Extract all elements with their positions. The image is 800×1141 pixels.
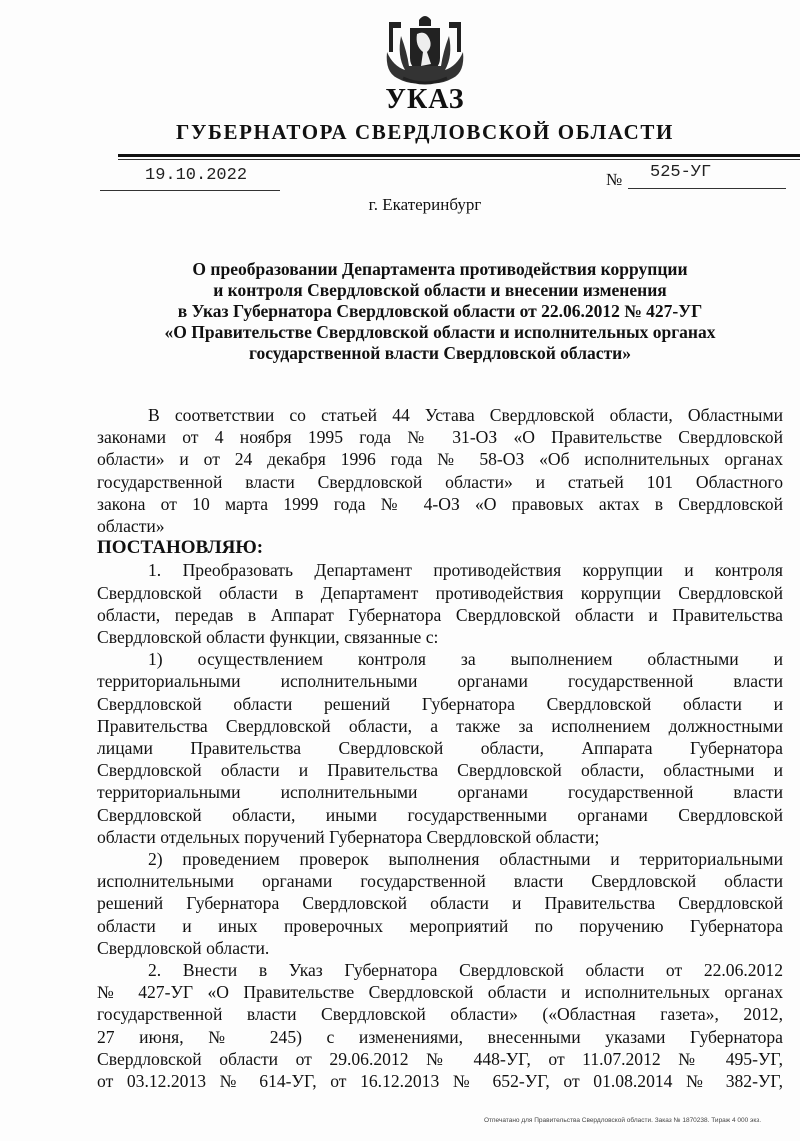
- city: г. Екатеринбург: [368, 195, 482, 214]
- document-date: 19.10.2022: [145, 166, 248, 185]
- issuer-title: ГУБЕРНАТОРА СВЕРДЛОВСКОЙ ОБЛАСТИ: [176, 120, 674, 144]
- clause-1-item-2-line: решений Губернатора Свердловской области и Правительства Свердловской: [97, 893, 783, 914]
- clause-1-item-1-line: области отдельных поручений Губернатора Свердловской области;: [97, 826, 600, 847]
- clause-1-item-2-line: исполнительными органами государственной власти Свердловской области: [97, 871, 783, 892]
- heading-line: О преобразовании Департамента противодействия коррупции: [192, 259, 688, 279]
- clause-1-line: области, передав в Аппарат Губернатора Свердловской области и Правительства: [97, 604, 783, 625]
- preamble-line: государственной власти Свердловской области» и статьей 101 Областного: [97, 471, 783, 492]
- clause-1-item-1-line: Правительства Свердловской области, а также за исполнением должностными: [97, 715, 783, 736]
- coat-of-arms-emblem: [383, 12, 467, 88]
- clause-2-line: государственной власти Свердловской области» («Областная газета», 2012,: [97, 1004, 783, 1025]
- clause-2-line: № 427-УГ «О Правительстве Свердловской области и исполнительных органах: [97, 982, 783, 1003]
- clause-1-item-2-line: 2) проведением проверок выполнения областными и территориальными: [148, 849, 783, 870]
- clause-1-line: Свердловской области функции, связанные с:: [97, 627, 439, 648]
- clause-1-item-1-line: Свердловской области, иными государственными органами Свердловской: [97, 804, 783, 825]
- preamble-line: области»: [97, 516, 165, 537]
- clause-1-item-1-line: 1) осуществлением контроля за выполнением областными и: [148, 649, 783, 670]
- clause-2-line: от 03.12.2013 № 614-УГ, от 16.12.2013 № 652-УГ, от 01.08.2014 № 382-УГ,: [97, 1071, 783, 1092]
- heading-line: государственной власти Свердловской области»: [248, 343, 631, 363]
- number-sign: №: [606, 170, 623, 189]
- clause-1-item-2-line: области и иных проверочных мероприятий по поручению Губернатора: [97, 915, 783, 936]
- clause-1-line: 1. Преобразовать Департамент противодействия коррупции и контроля: [148, 560, 783, 581]
- clause-1-item-1-line: лицами Правительства Свердловской области, Аппарата Губернатора: [97, 738, 783, 759]
- clause-2-line: 27 июня, № 245) с изменениями, внесенными указами Губернатора: [97, 1026, 783, 1047]
- document-heading: [97, 259, 783, 364]
- heading-line: в Указ Губернатора Свердловской области от 22.06.2012 № 427-УГ: [177, 301, 703, 321]
- clause-1-item-1-line: территориальными исполнительными органами государственной власти: [97, 671, 783, 692]
- header-divider-thin: [118, 159, 800, 160]
- header-divider: [118, 154, 800, 157]
- document-type: УКАЗ: [385, 84, 465, 115]
- date-underline: [100, 190, 280, 191]
- clause-2-line: Свердловской области от 29.06.2012 № 448-УГ, от 11.07.2012 № 495-УГ,: [97, 1048, 783, 1069]
- document-number: 525-УГ: [650, 163, 712, 182]
- preamble-line: закона от 10 марта 1999 года № 4-ОЗ «О правовых актах в Свердловской: [97, 493, 783, 514]
- preamble-line: В соответствии со статьей 44 Устава Свердловской области, Областными: [148, 405, 783, 425]
- preamble-line: законами от 4 ноября 1995 года № 31-ОЗ «О Правительстве Свердловской: [97, 427, 783, 448]
- heading-line: и контроля Свердловской области и внесении изменения: [213, 280, 667, 300]
- clause-1-item-1-line: Свердловской области и Правительства Свердловской области, областными и: [97, 760, 783, 781]
- clause-2-line: 2. Внести в Указ Губернатора Свердловской области от 22.06.2012: [148, 960, 783, 981]
- decree-word: ПОСТАНОВЛЯЮ:: [97, 537, 264, 559]
- clause-1-item-1-line: территориальными исполнительными органами государственной власти: [97, 782, 783, 803]
- heading-line: «О Правительстве Свердловской области и исполнительных органах: [164, 322, 716, 342]
- clause-1-item-1-line: Свердловской области решений Губернатора Свердловской области и: [97, 693, 783, 714]
- clause-1-item-2-line: Свердловской области.: [97, 937, 270, 958]
- document-body: [97, 404, 783, 1092]
- clause-1-line: Свердловской области в Департамент противодействия коррупции Свердловской: [97, 582, 783, 603]
- number-underline: [628, 188, 786, 189]
- print-footer: Отпечатано для Правительства Свердловской области. Заказ № 1870238. Тираж 4 000 экз.: [484, 1117, 762, 1124]
- preamble-line: области» и от 24 декабря 1996 года № 58-ОЗ «Об исполнительных органах: [97, 449, 783, 470]
